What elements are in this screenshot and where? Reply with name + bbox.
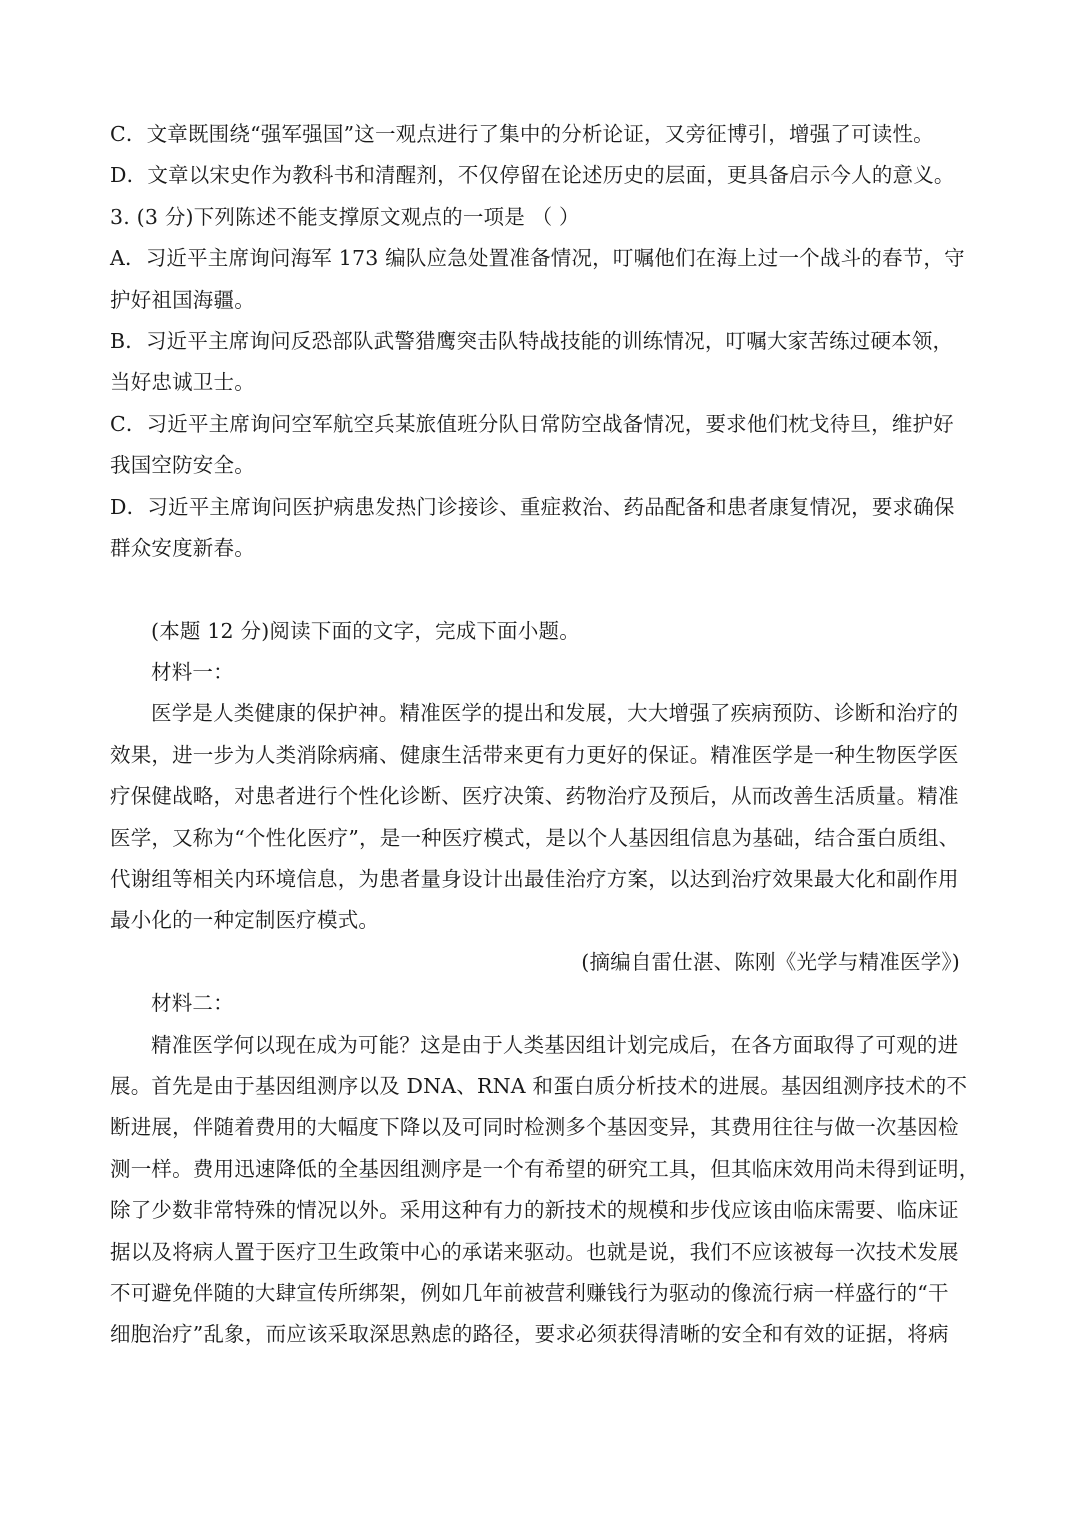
question-3-option-b-line-2: 当好忠诚卫士。: [110, 370, 255, 395]
question-3-option-b-line-1: B．习近平主席询问反恐部队武警猎鹰突击队特战技能的训练情况，叮嘱大家苦练过硬本领，: [110, 328, 954, 353]
material-1-line: 代谢组等相关内环境信息，为患者量身设计出最佳治疗方案，以达到治疗效果最大化和副作用: [110, 867, 959, 892]
option-d-text: D．文章以宋史作为教科书和清醒剂，不仅停留在论述历史的层面，更具备启示今人的意义。: [110, 163, 955, 188]
material-2-line: 断进展，伴随着费用的大幅度下降以及可同时检测多个基因变异，其费用往往与做一次基因检: [110, 1115, 959, 1140]
reading-intro: (本题 12 分)阅读下面的文字，完成下面小题。: [151, 618, 580, 643]
material-1-label: 材料一：: [151, 660, 234, 685]
question-3-stem: 3. (3 分)下列陈述不能支撑原文观点的一项是 （ ）: [110, 204, 580, 229]
question-3-option-a-line-1: A．习近平主席询问海军 173 编队应急处置准备情况，叮嘱他们在海上过一个战斗的春节，守: [110, 246, 965, 271]
question-3-option-d-line-1: D．习近平主席询问医护病患发热门诊接诊、重症救治、药品配备和患者康复情况，要求确保: [110, 494, 955, 519]
material-2-line: 除了少数非常特殊的情况以外。采用这种有力的新技术的规模和步伐应该由临床需要、临床证: [110, 1198, 959, 1223]
question-3-option-d-line-2: 群众安度新春。: [110, 535, 255, 560]
material-1-line: 效果，进一步为人类消除病痛、健康生活带来更有力更好的保证。精准医学是一种生物医学医: [110, 742, 959, 767]
option-c-text: C．文章既围绕“强军强国”这一观点进行了集中的分析论证，又旁征博引，增强了可读性。: [110, 122, 934, 146]
material-2-line: 不可避免伴随的大肆宣传所绑架，例如几年前被营利赚钱行为驱动的像流行病一样盛行的“干: [110, 1280, 949, 1305]
material-2-line: 测一样。费用迅速降低的全基因组测序是一个有希望的研究工具，但其临床效用尚未得到证明，: [110, 1156, 980, 1181]
material-1-line: 医学，又称为“个性化医疗”，是一种医疗模式，是以个人基因组信息为基础，结合蛋白质组、: [110, 825, 960, 850]
question-3-option-c-line-2: 我国空防安全。: [110, 453, 255, 478]
material-2-line: 精准医学何以现在成为可能？这是由于人类基因组计划完成后，在各方面取得了可观的进: [151, 1032, 959, 1057]
material-1-line: 疗保健战略，对患者进行个性化诊断、医疗决策、药物治疗及预后，从而改善生活质量。精准: [110, 784, 959, 809]
material-2-line: 细胞治疗”乱象，而应该采取深思熟虑的路径，要求必须获得清晰的安全和有效的证据，将病: [110, 1322, 949, 1347]
material-2-label: 材料二：: [151, 991, 234, 1016]
document-page: [110, 114, 980, 1356]
material-2-line: 展。首先是由于基因组测序以及 DNA、RNA 和蛋白质分析技术的进展。基因组测序技术的不: [110, 1073, 968, 1098]
material-1-source: (摘编自雷仕湛、陈刚《光学与精准医学》): [581, 949, 960, 974]
question-3-option-c-line-1: C．习近平主席询问空军航空兵某旅值班分队日常防空战备情况，要求他们枕戈待旦，维护好: [110, 411, 954, 436]
section-gap: [110, 569, 970, 610]
material-1-line: 医学是人类健康的保护神。精准医学的提出和发展，大大增强了疾病预防、诊断和治疗的: [151, 701, 959, 726]
material-2-line: 据以及将病人置于医疗卫生政策中心的承诺来驱动。也就是说，我们不应该被每一次技术发展: [110, 1239, 959, 1264]
material-1-line: 最小化的一种定制医疗模式。: [110, 908, 380, 933]
question-3-option-a-line-2: 护好祖国海疆。: [110, 287, 255, 312]
